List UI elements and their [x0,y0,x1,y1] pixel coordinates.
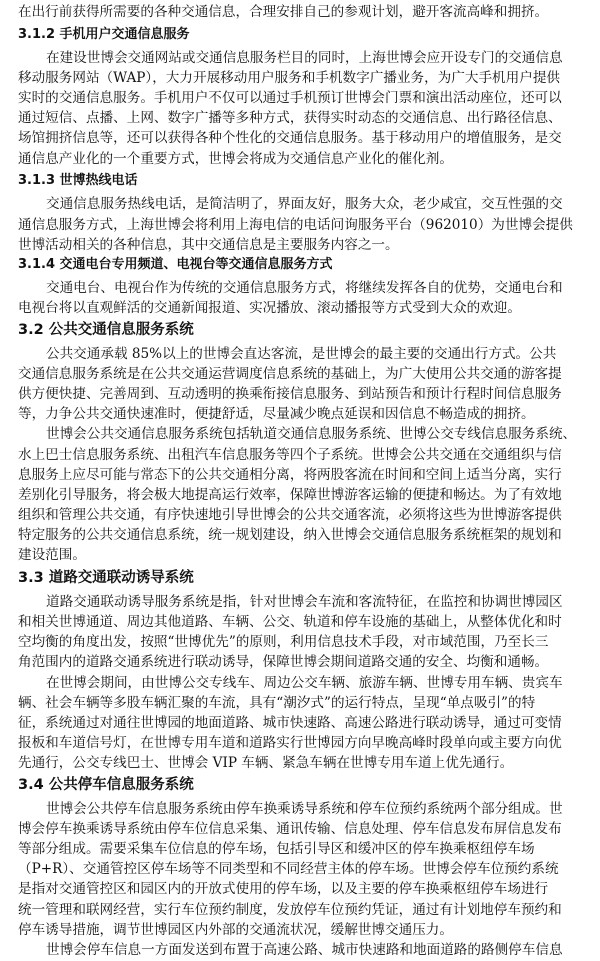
section-heading-3-1-4: 3.1.4 交通电台专用频道、电视台等交通信息服务方式 [18,256,333,272]
paragraph-line: （P+R）、交通管控区停车场等不同类型和不同经营主体的停车场。世博会停车位预约系统 [18,861,559,878]
paragraph-line: 停车诱导措施，调节世博园区内外部的交通流状况，缓解世博交通压力。 [18,921,453,938]
paragraph-line: 和相关世博通道、周边其他道路、车辆、公交、轨道和停车设施的基础上，从整体优化和时 [18,614,562,631]
paragraph-line: 征，系统通过对通往世博园的地面道路、城市快速路、高速公路进行联动诱导，通过可变情 [18,714,562,731]
paragraph-line: 在世博会期间，由世博公交专线车、周边公交车辆、旅游车辆、世博专用车辆、贵宾车 [46,674,563,691]
paragraph-line: 交通信息服务热线电话，是简洁明了，界面友好，服务大众，老少咸宜，交互性强的交 [46,196,563,213]
paragraph-line: 通信息服务方式，上海世博会将利用上海电信的电话问询服务平台（962010）为世博会提供 [18,216,573,233]
paragraph-line: 通过短信、点播、上网、数字广播等多种方式，获得实时动态的交通信息、出行路径信息、 [18,110,562,127]
paragraph-line: 交通信息服务系统是在公共交通运营调度信息系统的基础上，为广大使用公共交通的游客提 [18,366,562,383]
section-heading-3-2: 3.2 公共交通信息服务系统 [18,322,194,339]
paragraph-line: 息服务上应尽可能与常态下的公共交通相分离，将两股客流在时间和空间上适当分离，实行 [18,466,562,483]
paragraph-line: 交通电台、电视台作为传统的交通信息服务方式，将继续发挥各自的优势，交通电台和 [46,279,563,296]
paragraph-line: 报板和车道信号灯，在世博专用车道和道路实行世博园方向早晚高峰时段单向或主要方向优 [18,734,562,751]
paragraph-line: 通信息产业化的一个重要方式，世博会将成为交通信息产业化的催化剂。 [18,150,453,167]
paragraph-line: 世博会停车信息一方面发送到布置于高速公路、城市快速路和地面道路的路侧停车信息 [46,941,563,958]
paragraph-line: 角范围内的道路交通系统进行联动诱导，保障世博会期间道路交通的安全、均衡和通畅。 [18,654,549,671]
paragraph-line: 差别化引导服务，将会极大地提高运行效率，保障世博游客运输的便捷和畅达。为了有效地 [18,486,562,503]
paragraph-line: 特定服务的公共交通信息系统，统一规划建设，纳入世博会交通信息服务系统框架的规划和 [18,527,562,543]
section-heading-3-1-2: 3.1.2 手机用户交通信息服务 [18,26,190,42]
section-heading-3-1-3: 3.1.3 世博热线电话 [18,172,138,188]
paragraph-line: 世博会公共交通信息服务系统包括轨道交通信息服务系统、世博公交专线信息服务系统、 [46,426,577,443]
paragraph-line: 实时的交通信息服务。手机用户不仅可以通过手机预订世博会门票和演出活动座位，还可以 [18,90,562,107]
section-heading-3-3: 3.3 道路交通联动诱导系统 [18,570,194,587]
paragraph-line: 在出行前获得所需要的各种交通信息，合理安排自己的参观计划，避开客流高峰和拥挤。 [18,3,549,20]
paragraph-line: 场馆拥挤信息等，还可以获得各种个性化的交通信息服务。基于移动用户的增值服务，是交 [18,130,562,147]
paragraph-line: 等，力争公共交通快速准时，便捷舒适，尽量减少晚点延误和因信息不畅造成的拥挤。 [18,406,535,423]
paragraph-line: 供方便快捷、完善周到、互动透明的换乘衔接信息服务、到站预告和预计行程时间信息服务 [18,386,562,403]
paragraph-line: 世博活动相关的各种信息，其中交通信息是主要服务内容之一。 [18,236,399,253]
paragraph-line: 先通行，公交专线巴士、世博会 VIP 车辆、紧急车辆在世博专用车道上优先通行。 [18,755,514,772]
paragraph-line: 空均衡的角度出发，按照“世博优先”的原则，利用信息技术手段，对市域范围，乃至长三 [18,634,549,651]
paragraph-line: 等部分组成。需要采集车位信息的停车场，包括引导区和缓冲区的停车换乘枢纽停车场 [18,841,535,858]
paragraph-line: 博会停车换乘诱导系统由停车位信息采集、通讯传输、信息处理、停车信息发布屏信息发布 [18,821,562,838]
paragraph-line: 统一管理和联网经营，实行车位预约制度，发放停车位预约凭证，通过有计划地停车预约和 [18,901,562,918]
paragraph-line: 移动服务网站（WAP），大力开展移动用户服务和手机数字广播业务，为广大手机用户提供 [18,70,561,87]
paragraph-line: 在建设世博会交通网站或交通信息服务栏目的同时，上海世博会应开设专门的交通信息 [46,49,563,66]
paragraph-line: 水上巴士信息服务系统、出租汽车信息服务等四个子系统。世博会公共交通在交通组织与信 [18,446,562,463]
paragraph-line: 道路交通联动诱导服务系统是指，针对世博会车流和客流特征，在监控和协调世博园区 [46,594,563,611]
paragraph-line: 建设范围。 [18,547,86,564]
paragraph-line: 辆、社会车辆等多股车辆汇聚的车流，具有“潮汐式”的运行特点，呈现“单点吸引”的特 [18,694,536,711]
paragraph-line: 公共交通承载 85%以上的世博会直达客流，是世博会的最主要的交通出行方式。公共 [46,345,557,362]
paragraph-line: 世博会公共停车信息服务系统由停车换乘诱导系统和停车位预约系统两个部分组成。世 [46,801,563,817]
paragraph-line: 电视台将以直观鲜活的交通新闻报道、实况播放、滚动播报等方式受到大众的欢迎。 [18,299,521,316]
paragraph-line: 是指对交通管控区和园区内的开放式使用的停车场，以及主要的停车换乘枢纽停车场进行 [18,881,549,898]
section-heading-3-4: 3.4 公共停车信息服务系统 [18,777,194,794]
paragraph-line: 组织和管理公共交通，有序快速地引导世博会的公共交通客流，必须将这些为世博游客提供 [18,506,562,523]
